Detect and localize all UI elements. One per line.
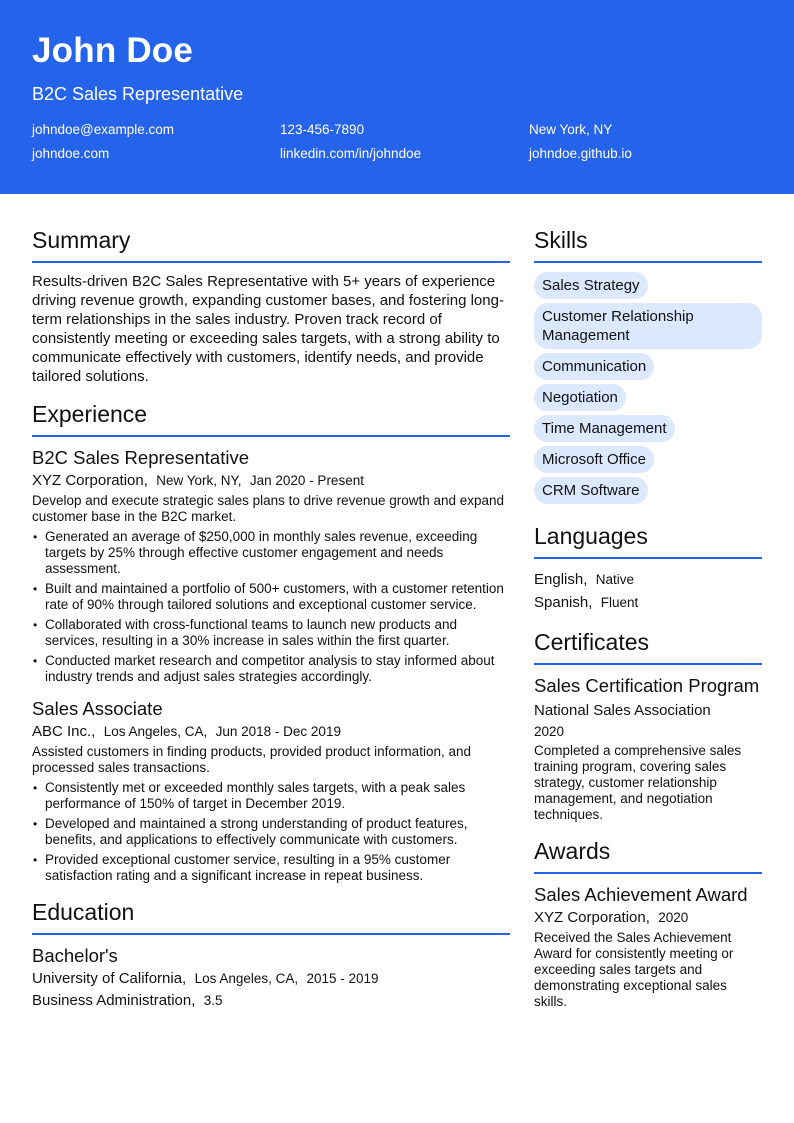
candidate-headline: B2C Sales Representative bbox=[32, 84, 244, 104]
education-heading: Education bbox=[32, 898, 510, 935]
skills-section bbox=[534, 226, 762, 508]
job-bullet: • Provided exceptional customer service, resulting in a 95% customer satisfaction rating and a significant increase in repeat business. bbox=[32, 852, 510, 884]
main-column bbox=[32, 226, 510, 1026]
contact-website[interactable]: johndoe.com bbox=[32, 146, 110, 161]
education-degree: Bachelor's bbox=[32, 945, 118, 966]
education-dates: 2015 - 2019 bbox=[306, 971, 379, 986]
skill-pill: Customer Relationship Management bbox=[534, 303, 762, 349]
education-location: Los Angeles, CA, bbox=[194, 971, 299, 986]
education-section bbox=[32, 898, 510, 1012]
award-meta bbox=[534, 907, 762, 929]
sidebar-column bbox=[534, 226, 762, 1024]
job-bullet: • Conducted market research and competitor analysis to stay informed about industry trends and adjust sales strategies accordingly. bbox=[32, 653, 510, 685]
languages-heading: Languages bbox=[534, 522, 762, 559]
skill-pill: Time Management bbox=[534, 415, 675, 442]
job-bullet: • Generated an average of $250,000 in monthly sales revenue, exceeding targets by 25% through effective customer engagement and needs assessment. bbox=[32, 529, 510, 577]
contact-linkedin[interactable]: linkedin.com/in/johndoe bbox=[280, 146, 422, 161]
education-school: University of California, bbox=[32, 970, 187, 987]
contact-github[interactable]: johndoe.github.io bbox=[529, 146, 632, 161]
job-location: Los Angeles, CA, bbox=[103, 724, 208, 739]
skill-pill: Microsoft Office bbox=[534, 446, 654, 473]
contact-location: New York, NY bbox=[529, 122, 613, 137]
awards-heading: Awards bbox=[534, 837, 762, 874]
language-row bbox=[534, 568, 762, 591]
education-field-row bbox=[32, 990, 510, 1012]
language-name: Spanish, bbox=[534, 594, 593, 611]
skill-pill: Sales Strategy bbox=[534, 272, 648, 299]
award-date: 2020 bbox=[658, 910, 689, 925]
language-level: Native bbox=[595, 572, 634, 587]
job-position: B2C Sales Representative bbox=[32, 447, 249, 468]
job-bullets bbox=[32, 529, 510, 685]
skill-pill: Negotiation bbox=[534, 384, 626, 411]
certificates-section bbox=[534, 628, 762, 823]
experience-section bbox=[32, 400, 510, 884]
experience-heading: Experience bbox=[32, 400, 510, 437]
job-bullet: • Consistently met or exceeded monthly sales targets, with a peak sales performance of 150% of target in December 2019. bbox=[32, 780, 510, 812]
summary-heading: Summary bbox=[32, 226, 510, 263]
contact-email[interactable]: johndoe@example.com bbox=[32, 122, 175, 137]
languages-section bbox=[534, 522, 762, 614]
skill-pill: CRM Software bbox=[534, 477, 648, 504]
job-dates: Jan 2020 - Present bbox=[249, 473, 364, 488]
certificate-description: Completed a comprehensive sales training program, covering sales strategy, customer relationship management, and negotiation techniques. bbox=[534, 743, 742, 822]
certificate-issuer: National Sales Association bbox=[534, 702, 711, 719]
skill-pill: Communication bbox=[534, 353, 654, 380]
award-name: Sales Achievement Award bbox=[534, 884, 748, 905]
experience-item bbox=[32, 446, 510, 685]
education-field: Business Administration, bbox=[32, 992, 196, 1009]
resume-header bbox=[0, 0, 794, 194]
job-bullet: • Built and maintained a portfolio of 500+ customers, with a customer retention rate of 90% through tailored solutions and exceptional customer service. bbox=[32, 581, 510, 613]
certificate-date: 2020 bbox=[534, 724, 565, 739]
summary-text: Results-driven B2C Sales Representative with 5+ years of experience driving revenue growth, expanding customer bases, and fostering long-term relationships in the sales industry. Proven track record of consistently meeting or exceeding sales targets, with a strong ability to communicate effectively with customers, identify needs, and provide tailored solutions. bbox=[32, 273, 504, 385]
contact-phone[interactable]: 123-456-7890 bbox=[280, 122, 365, 137]
job-location: New York, NY, bbox=[156, 473, 242, 488]
award-issuer: XYZ Corporation, bbox=[534, 909, 650, 926]
job-description: Develop and execute strategic sales plans to drive revenue growth and expand customer base in the B2C market. bbox=[32, 493, 505, 524]
job-position: Sales Associate bbox=[32, 698, 163, 719]
certificate-name: Sales Certification Program bbox=[534, 675, 760, 696]
job-company: XYZ Corporation, bbox=[32, 472, 148, 489]
certificates-heading: Certificates bbox=[534, 628, 762, 665]
job-company: ABC Inc., bbox=[32, 723, 96, 740]
summary-section bbox=[32, 226, 510, 386]
skills-heading: Skills bbox=[534, 226, 762, 263]
award-description: Received the Sales Achievement Award for consistently meeting or exceeding sales targets and demonstrating exceptional sales skills. bbox=[534, 930, 734, 1009]
job-description: Assisted customers in finding products, provided product information, and processed sales transactions. bbox=[32, 744, 471, 775]
experience-item bbox=[32, 697, 510, 884]
language-level: Fluent bbox=[600, 595, 639, 610]
language-row bbox=[534, 591, 762, 614]
job-bullet: • Developed and maintained a strong understanding of product features, benefits, and applications to effectively communicate with customers. bbox=[32, 816, 510, 848]
job-meta bbox=[32, 721, 510, 743]
awards-section bbox=[534, 837, 762, 1010]
education-gpa: 3.5 bbox=[203, 993, 223, 1008]
job-meta bbox=[32, 470, 510, 492]
job-bullet: • Collaborated with cross-functional teams to launch new products and services, resulting in a 30% increase in sales within the first quarter. bbox=[32, 617, 510, 649]
job-bullets bbox=[32, 780, 510, 884]
candidate-name: John Doe bbox=[32, 31, 194, 70]
job-dates: Jun 2018 - Dec 2019 bbox=[215, 724, 341, 739]
education-meta bbox=[32, 968, 510, 990]
language-name: English, bbox=[534, 571, 588, 588]
